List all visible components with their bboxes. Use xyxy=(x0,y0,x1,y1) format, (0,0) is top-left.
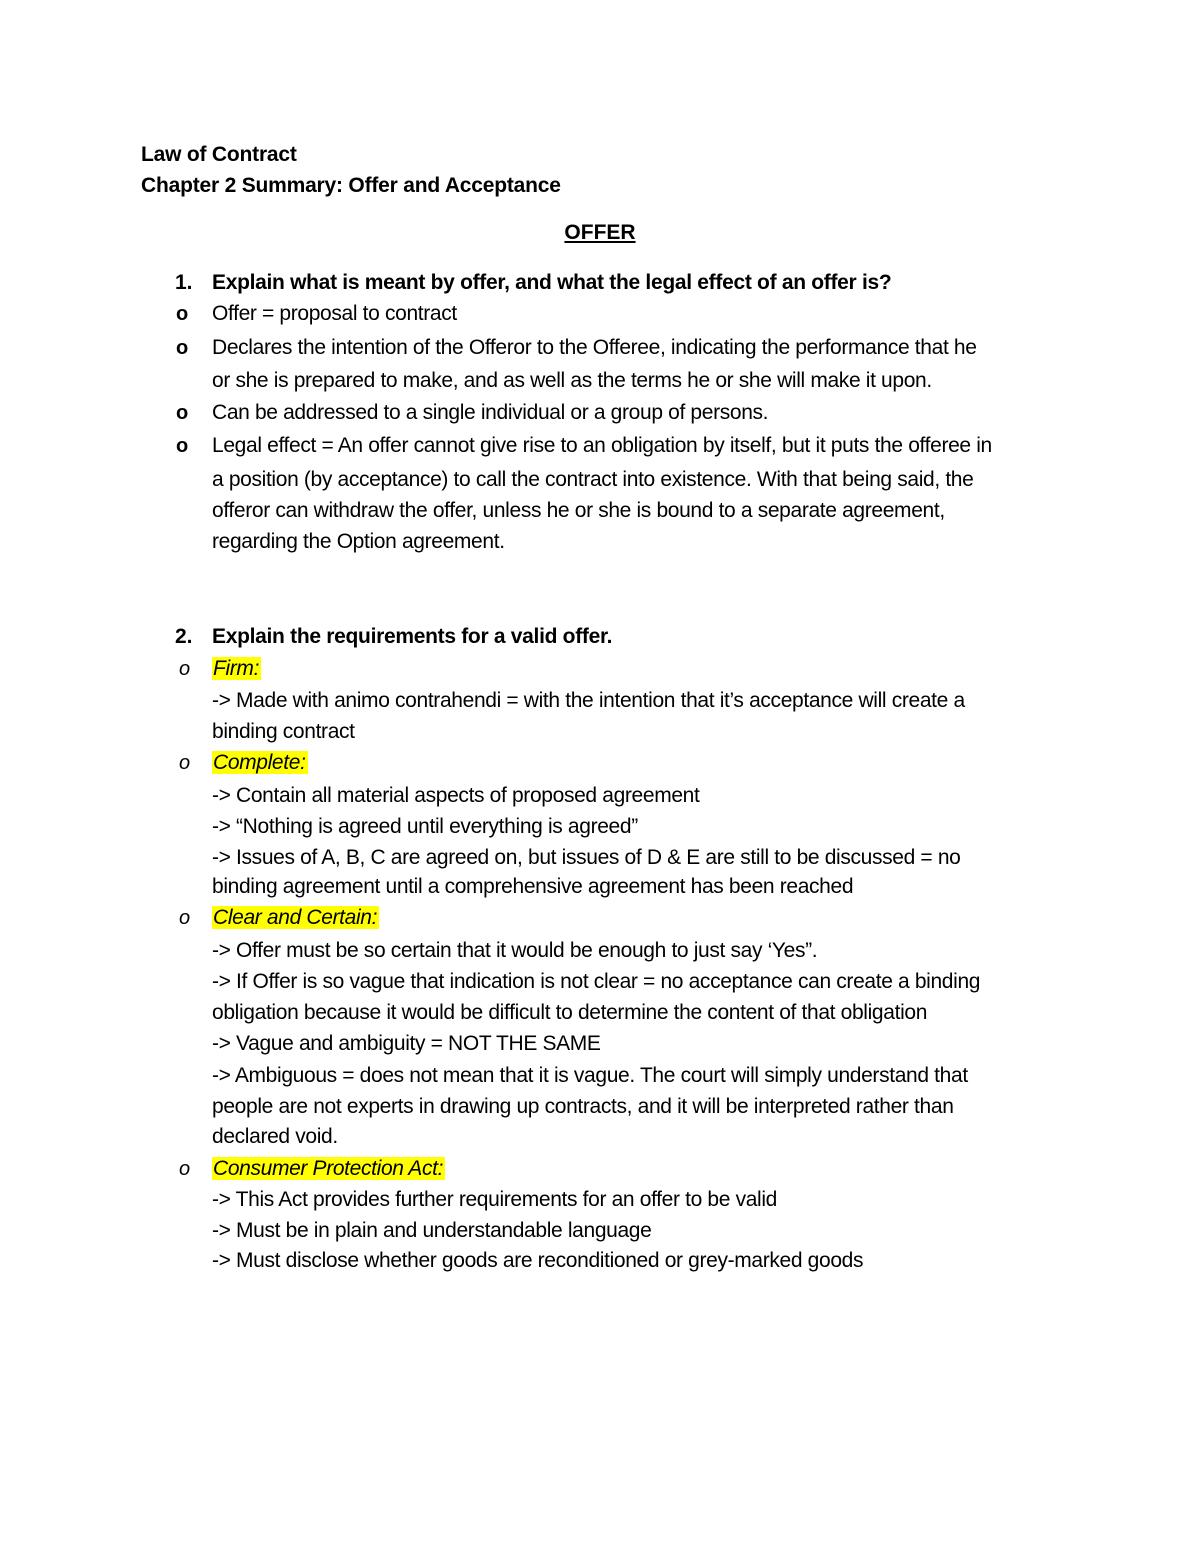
highlight-consumer-protection-act: Consumer Protection Act: xyxy=(213,1157,444,1180)
question-1-text: Explain what is meant by offer, and what the legal effect of an offer is? xyxy=(212,271,892,294)
q1-item-4-line-4: regarding the Option agreement. xyxy=(212,530,505,553)
requirement-heading-complete xyxy=(212,749,308,777)
clear-line-2: -> If Offer is so vague that indication is not clear = no acceptance can create a binding xyxy=(212,970,981,993)
q1-item-2-line-2: or she is prepared to make, and as well as the terms he or she will make it upon. xyxy=(212,369,932,392)
bullet-icon: o xyxy=(176,303,189,325)
q1-item-3-line-1: Can be addressed to a single individual or a group of persons. xyxy=(212,401,769,424)
firm-line-1: -> Made with animo contrahendi = with the intention that it’s acceptance will create a xyxy=(212,689,965,712)
question-2-text: Explain the requirements for a valid offer. xyxy=(212,625,613,648)
bullet-icon: o xyxy=(176,402,189,424)
cpa-line-1: -> This Act provides further requirements for an offer to be valid xyxy=(212,1188,778,1211)
clear-line-7: declared void. xyxy=(212,1125,338,1148)
question-1-number: 1. xyxy=(175,271,193,294)
q1-item-4-line-2: a position (by acceptance) to call the contract into existence. With that being said, the xyxy=(212,468,974,491)
requirement-heading-clear-and-certain xyxy=(212,904,379,932)
highlight-firm: Firm: xyxy=(213,657,260,680)
bullet-icon: o xyxy=(179,1158,191,1180)
requirement-heading-consumer-protection-act xyxy=(212,1155,445,1183)
bullet-icon: o xyxy=(179,658,191,680)
clear-line-3: obligation because it would be difficult to determine the content of that obligation xyxy=(212,1001,928,1024)
bullet-icon: o xyxy=(176,435,189,457)
clear-line-6: people are not experts in drawing up contracts, and it will be interpreted rather than xyxy=(212,1095,954,1118)
clear-line-5: -> Ambiguous = does not mean that it is vague. The court will simply understand that xyxy=(212,1064,968,1087)
highlight-complete: Complete: xyxy=(213,751,306,774)
document-subtitle: Chapter 2 Summary: Offer and Acceptance xyxy=(141,174,561,197)
bullet-icon: o xyxy=(179,752,191,774)
q1-item-4-line-3: offeror can withdraw the offer, unless he or she is bound to a separate agreement, xyxy=(212,499,945,522)
complete-line-2: -> “Nothing is agreed until everything is agreed” xyxy=(212,815,638,838)
question-2-number: 2. xyxy=(175,625,193,648)
section-heading-offer: OFFER xyxy=(564,221,636,244)
clear-line-4: -> Vague and ambiguity = NOT THE SAME xyxy=(212,1032,601,1055)
q1-item-4-line-1: Legal effect = An offer cannot give rise to an obligation by itself, but it puts the offeree in xyxy=(212,434,992,457)
cpa-line-2: -> Must be in plain and understandable language xyxy=(212,1219,652,1242)
bullet-icon: o xyxy=(176,337,189,359)
requirement-heading-firm xyxy=(212,655,261,683)
complete-line-1: -> Contain all material aspects of proposed agreement xyxy=(212,784,700,807)
firm-line-2: binding contract xyxy=(212,720,355,743)
q1-item-2-line-1: Declares the intention of the Offeror to the Offeree, indicating the performance that he xyxy=(212,336,977,359)
cpa-line-3: -> Must disclose whether goods are reconditioned or grey-marked goods xyxy=(212,1249,864,1272)
highlight-clear-and-certain: Clear and Certain: xyxy=(213,906,378,929)
complete-line-3: -> Issues of A, B, C are agreed on, but issues of D & E are still to be discussed = no xyxy=(212,846,961,869)
bullet-icon: o xyxy=(179,907,191,929)
q1-item-1-line-1: Offer = proposal to contract xyxy=(212,302,457,325)
clear-line-1: -> Offer must be so certain that it would be enough to just say ‘Yes”. xyxy=(212,939,818,962)
document-title: Law of Contract xyxy=(141,143,297,166)
complete-line-4: binding agreement until a comprehensive agreement has been reached xyxy=(212,875,854,898)
